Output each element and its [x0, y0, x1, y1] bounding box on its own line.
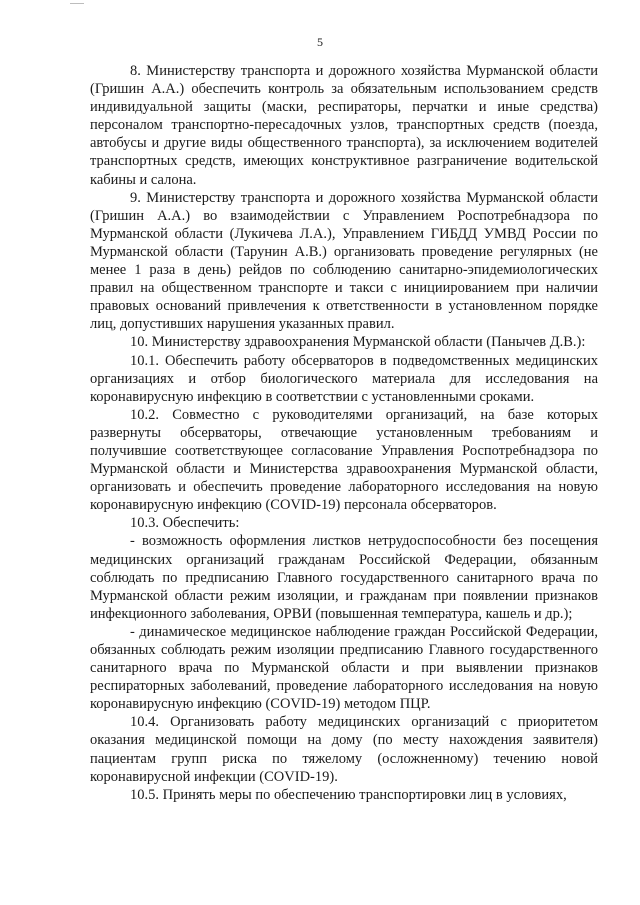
scan-corner-mark: [70, 0, 84, 4]
document-body: [90, 62, 598, 804]
paragraph-item-9: 9. Министерству транспорта и дорожного хозяйства Мурманской области (Гришин А.А.) во взаимодействии с Управлением Роспотребнадзора по Мурманской области (Лукичева Л.А.), Управлением ГИБДД УМВД России по Мурманской области (Тарунин А.В.) организовать проведение регулярных (не менее 1 раза в день) рейдов по соблюдению санитарно-эпидемиологических правил на общественном транспорте и такси с инициированием при наличии правовых оснований привлечения к ответственности в установленном порядке лиц, допустивших нарушения указанных правил.: [90, 189, 598, 333]
paragraph-item-10-4: 10.4. Организовать работу медицинских организаций с приоритетом оказания медицинской помощи на дому (по месту нахождения заявителя) пациентам групп риска по тяжелому (осложненному) течению новой коронавирусной инфекции (COVID-19).: [90, 714, 598, 785]
paragraph-item-10: 10. Министерству здравоохранения Мурманской области (Панычев Д.В.):: [130, 334, 586, 351]
paragraph-item-10-5: 10.5. Принять меры по обеспечению транспортировки лиц в условиях,: [130, 786, 567, 803]
page-number: 5: [317, 35, 323, 49]
paragraph-bullet-sick-leave: - возможность оформления листков нетрудоспособности без посещения медицинских организаций гражданам Российской Федерации, обязанным соблюдать по предписанию Главного государственного санитарного врача по Мурманской области режим изоляции, и гражданам при появлении признаков инфекционного заболевания, ОРВИ (повышенная температура, кашель и др.);: [90, 533, 598, 622]
paragraph-item-10-2: 10.2. Совместно с руководителями организаций, на базе которых развернуты обсерваторы, отвечающие установленным требованиям и получившие соответствующее согласование Управления Роспотребнадзора по Мурманской области и Министерства здравоохранения Мурманской области, организовать и обеспечить проведение лабораторного исследования на новую коронавирусную инфекцию (COVID-19) персонала обсерваторов.: [90, 406, 598, 514]
paragraph-item-10-3: 10.3. Обеспечить:: [130, 515, 240, 532]
paragraph-item-8: 8. Министерству транспорта и дорожного хозяйства Мурманской области (Гришин А.А.) обеспечить контроль за обязательным использованием средств индивидуальной защиты (маски, респираторы, перчатки и иные средства) персоналом транспортно-пересадочных узлов, транспортных средств (поезда, автобусы и другие виды общественного транспорта), за исключением водителей транспортных средств, имеющих конструктивное разграничение водительской кабины и салона.: [90, 63, 598, 188]
paragraph-item-10-1: 10.1. Обеспечить работу обсерваторов в подведомственных медицинских организациях и отбор биологического материала для исследования на коронавирусную инфекцию в соответствии с установленными сроками.: [90, 352, 598, 405]
paragraph-bullet-monitoring: - динамическое медицинское наблюдение граждан Российской Федерации, обязанных соблюдать режим изоляции предписанию Главного государственного санитарного врача по Мурманской области и при выявлении признаков респираторных заболеваний, проведение лабораторного исследования на новую коронавирусную инфекцию (COVID-19) методом ПЦР.: [90, 623, 598, 713]
